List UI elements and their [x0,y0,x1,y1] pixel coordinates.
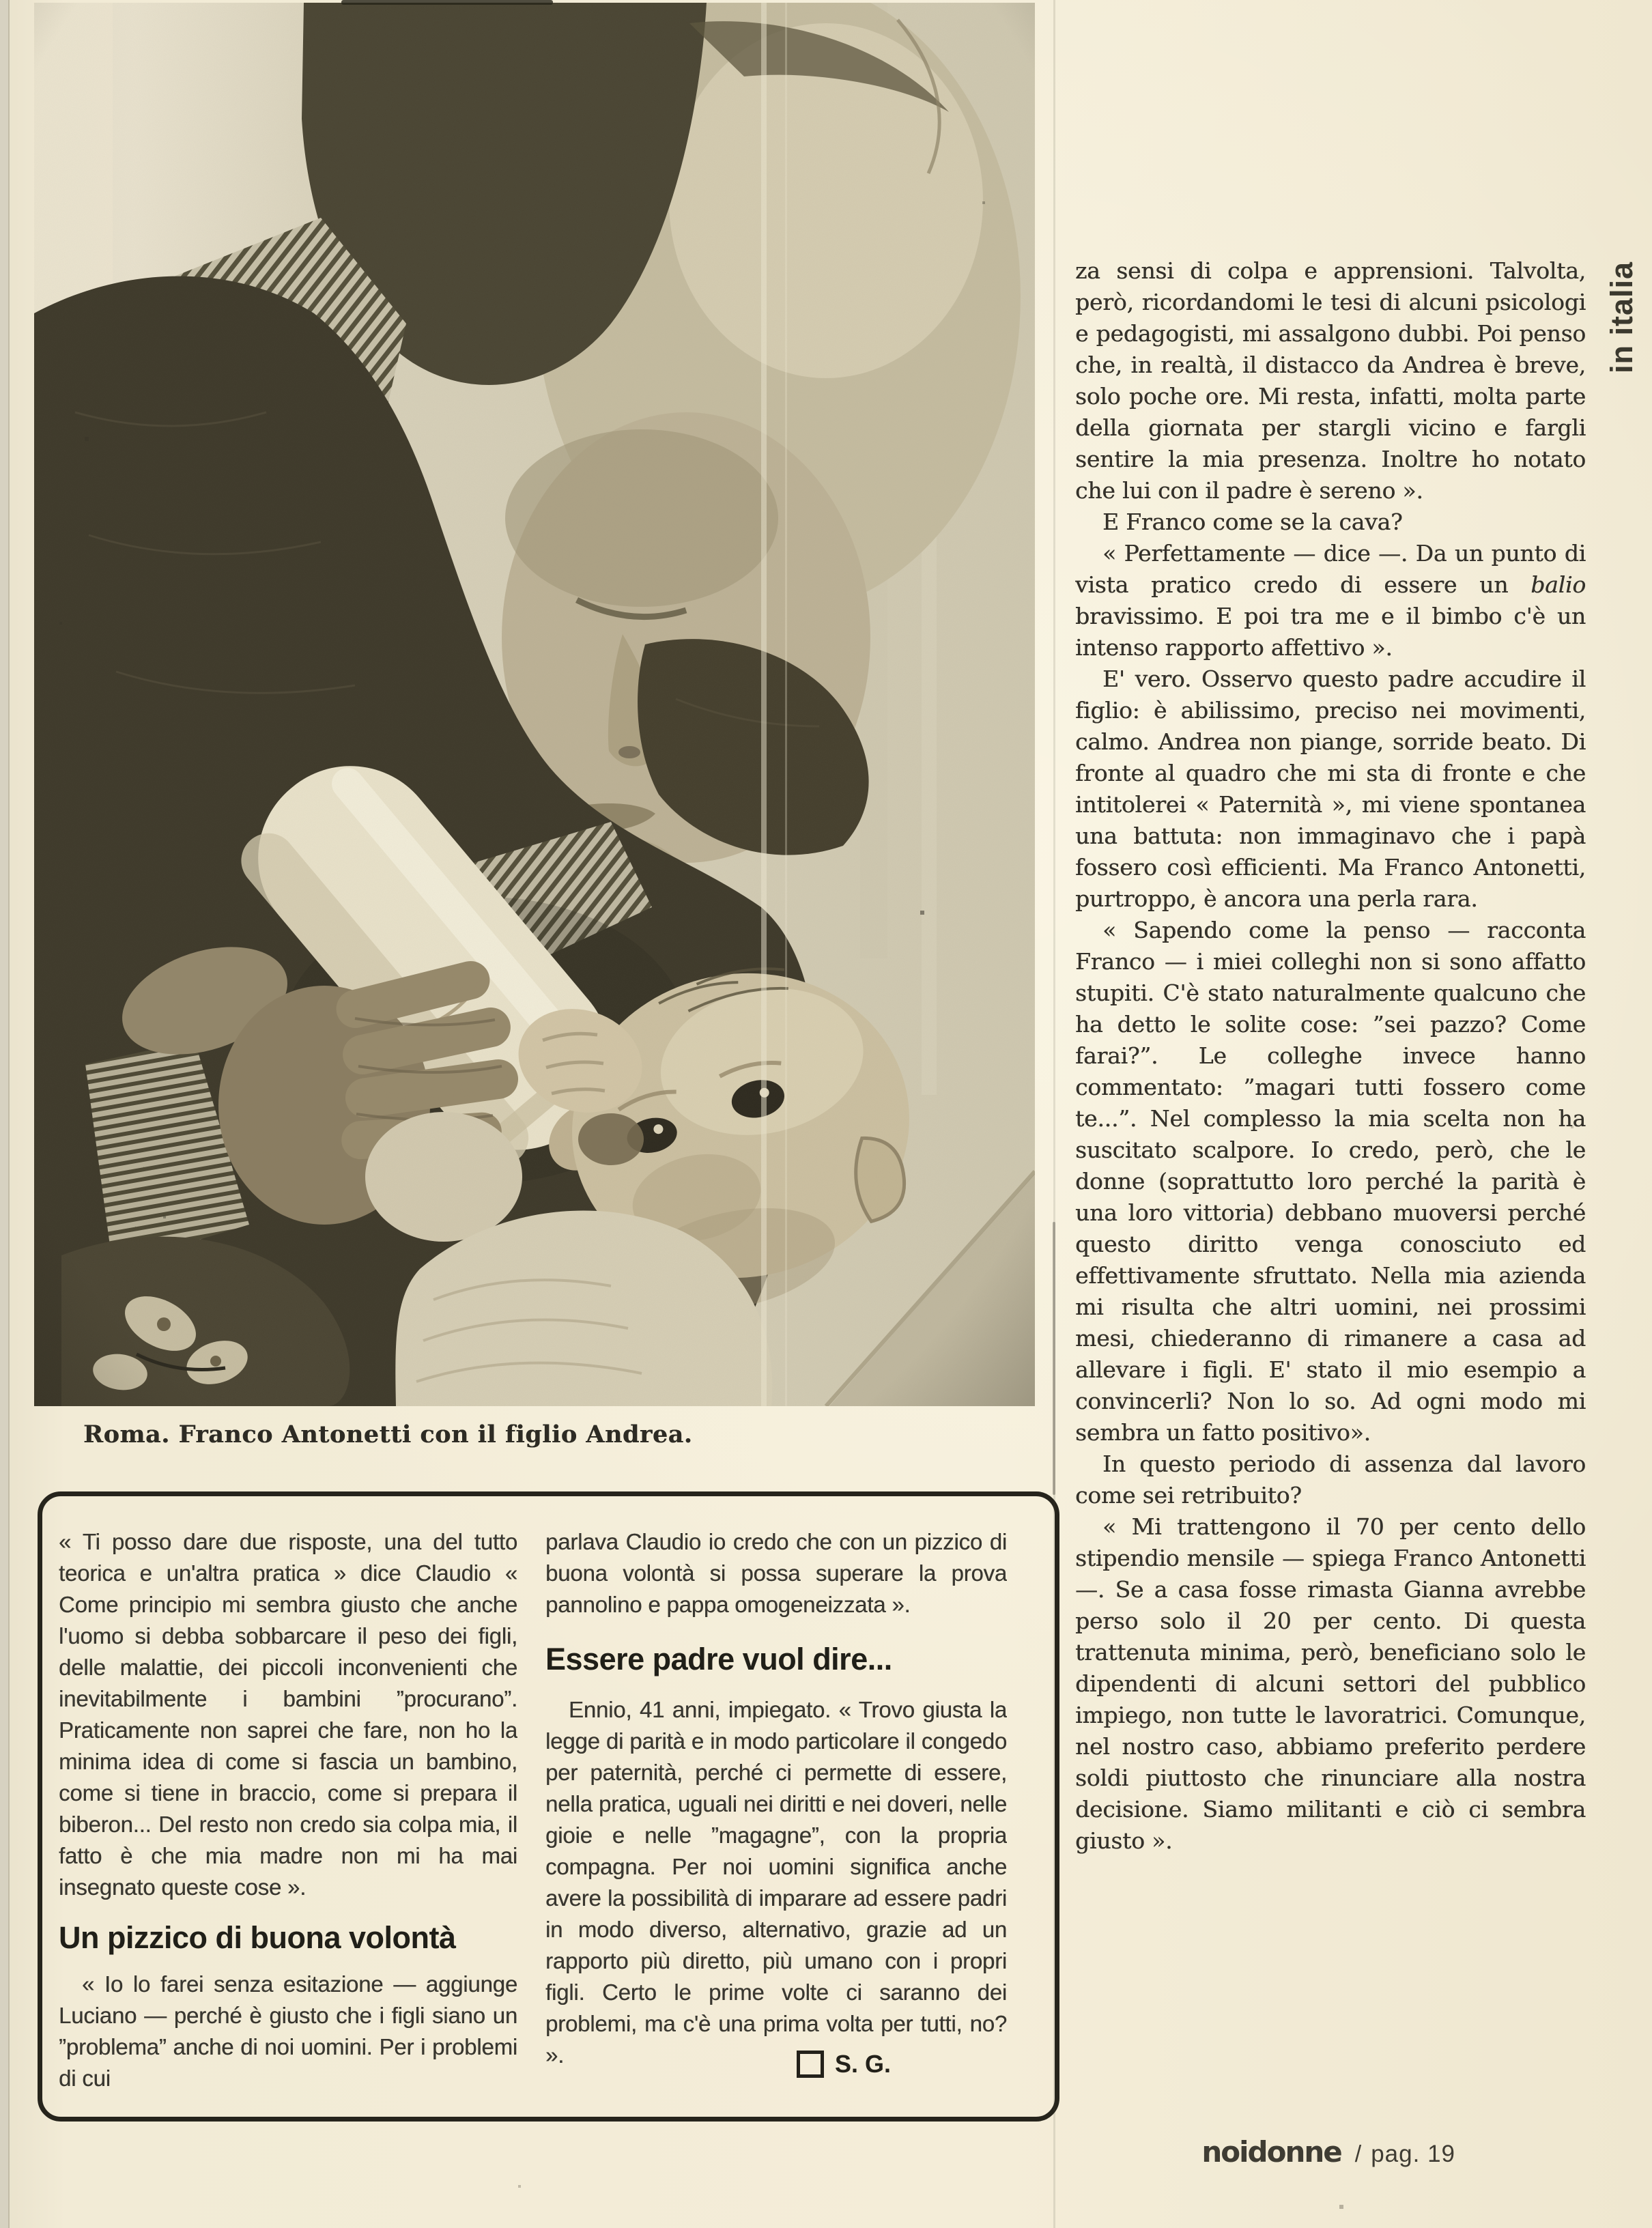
author-initials: S. G. [835,2050,892,2078]
article-paragraph: E' vero. Osservo questo padre accudire il figlio: è abilissimo, preciso nei movimenti, calmo. Andrea non piange, sorride beato. Di fronte al quadro che mi sta di fronte e che intitolerei « Paternità », mi viene spontanea una battuta: non immaginavo che i papà fossero così efficienti. Ma Franco Antonetti, purtroppo, è ancora una perla rara. [1075,666,1586,912]
paragraph-text: bravissimo. E poi tra me e il bimbo c'è un intenso rapporto affettivo ». [1075,603,1586,661]
photo-illustration [34,3,1035,1406]
article-paragraph: « Mi trattengono il 70 per cento dello stipendio mensile — spiega Franco Antonetti —. Se a casa fosse rimasta Gianna avrebbe perso solo il 20 per cento. Di questa trattenuta minima, però, beneficiano solo le dipendenti di alcuni settori del pubblico impiego, non tutte le lavoratrici. Comunque, nel nostro caso, abbiamo preferito perdere soldi piuttosto che rinunciare alla nostra decisione. Siamo militanti e ciò ci sembra giusto ». [1075,1513,1586,1854]
photo-franco-feeding-baby [34,3,1035,1406]
page-footer [1051,2137,1455,2170]
end-square-icon [797,2051,824,2078]
article-column [1075,255,1586,2157]
box-paragraph: « Io lo farei senza esitazione — aggiunge Luciano — perché è giusto che i figli siano un ”problema” anche di noi uomini. Per i problemi di cui [59,1971,517,2091]
box-paragraph: « Ti posso dare due risposte, una del tutto teorica e un'altra pratica » dice Claudio « Come principio mi sembra giusto che anche l'uomo si debba sobbarcare il peso dei figli, delle malattie, dei piccoli inconvenienti che inevitabilmente i bambini ”procurano”. Praticamente non saprei che fare, non ho la minima idea di come si fascia un bambino, come si tiene in braccio, come si prepara il biberon... Del resto non credo sia colpa mia, il fatto è che mia madre non mi ha mai insegnato queste cose ». [59,1529,517,1900]
article-question: E Franco come se la cava? [1102,509,1403,535]
article-paragraph: « Sapendo come la penso — racconta Franco — i miei colleghi non si sono affatto stupiti. C'è stato naturalmente qualcuno che ha detto le solite cose: ”sei pazzo? Come farai?”. Le colleghe invece hanno commentato: ”magari tutti fossero come te...”. Nel complesso la mia scelta non ha suscitato scalpore. Io credo, però, che le donne (soprattutto loro perché la parità è una loro vittoria) debbano muoversi perché questo diritto venga conosciuto ed effettivamente sfruttato. Nella mia azienda mi risulta che altri uomini, nei prossimi mesi, chiederanno di rimanere a casa ad allevare i figli. E' stato il mio esempio a convincerli? Non lo so. Ad ogni modo mi sembra un fatto positivo». [1075,917,1586,1446]
footer-separator: / [1354,2141,1362,2167]
box-paragraph: parlava Claudio io credo che con un pizzico di buona volontà si possa superare la prova pannolino e pappa omogeneizzata ». [545,1529,1007,1617]
scan-edge-left [0,0,8,2228]
article-question: In questo periodo di assenza dal lavoro come sei retribuito? [1075,1451,1586,1509]
magazine-logo: noidonne [1201,2135,1341,2169]
film-grain [34,3,1035,1406]
page-number: pag. 19 [1371,2141,1455,2167]
box-column-right [545,1526,1007,2093]
scan-smudge [341,0,553,5]
article-paragraph: za sensi di colpa e apprensioni. Talvolta, però, ricordandomi le tesi di alcuni psicologi e pedagogisti, mi assalgono dubbi. Poi penso che, in realtà, il distacco da Andrea è breve, solo poche ore. Mi resta, infatti, molta parte della giornata per stargli vicino e fargli sentire la mia presenza. Inoltre ho notato che lui con il padre è sereno ». [1075,257,1586,504]
paragraph-text: « Perfettamente — dice —. Da un punto di vista pratico credo di essere un [1075,540,1586,598]
scan-speckles [0,0,1,1]
interview-box [38,1491,1059,2122]
photo-caption: Roma. Franco Antonetti con il figlio Andrea. [83,1420,693,1448]
box-heading-pizzico: Un pizzico di buona volontà [59,1920,456,1955]
section-label-in-italia: in italia [1604,261,1639,374]
scan-fold-shadow [1053,1222,1055,1495]
author-signature [797,2051,891,2078]
box-column-left [59,1526,517,2093]
italic-word: balio [1530,571,1586,598]
box-paragraph: Ennio, 41 anni, impiegato. « Trovo giusta la legge di parità e in modo particolare il congedo per paternità, perché ci permette di essere, nella pratica, uguali nei diritti e nei doveri, nelle gioie e nelle ”magagne”, con la propria compagna. Per noi uomini significa anche avere la possibilità di imparare ad essere padri in modo diverso, alternativo, grazie ad un rapporto più diretto, più umano con i propri figli. Certo le prime volte ci saranno dei problemi, ma c'è una prima volta per tutti, no? ». [545,1697,1007,2068]
article-paragraph [1075,538,1586,663]
box-heading-essere-padre: Essere padre vuol dire... [545,1642,892,1676]
scan-edge-hairline [8,0,10,2228]
scan-fold-line [1053,0,1055,2228]
